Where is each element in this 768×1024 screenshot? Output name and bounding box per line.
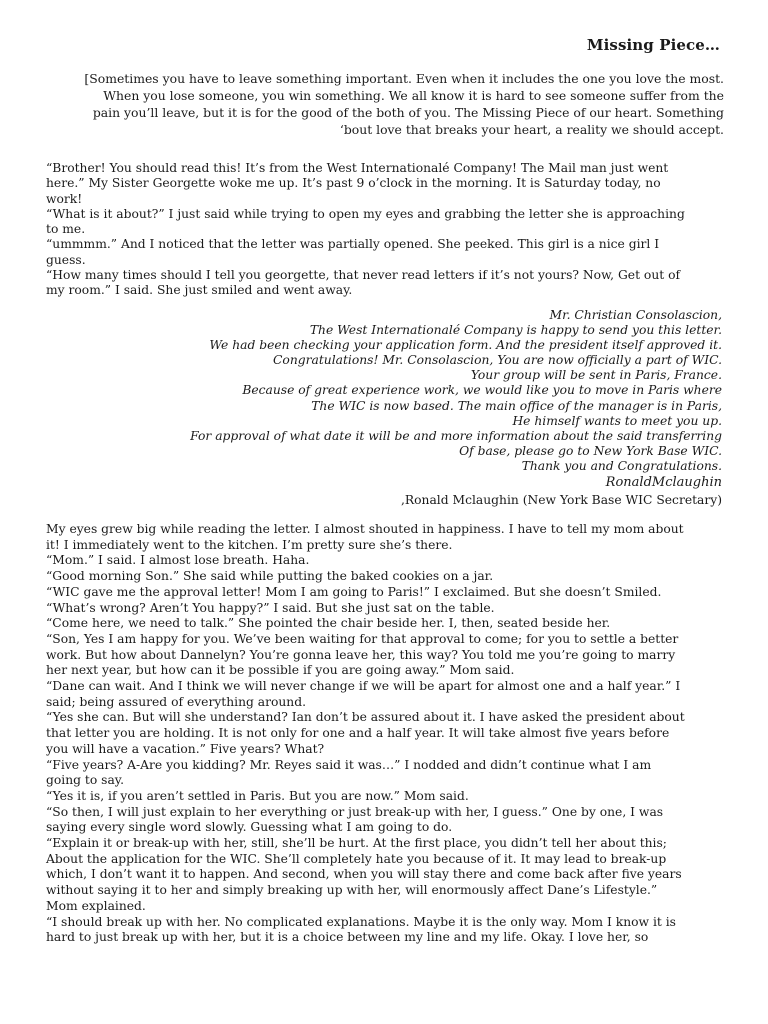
letter-line: Mr. Christian Consolascion,: [549, 308, 722, 322]
story-line: “What is it about?” I just said while trying to open my eyes and grabbing the letter she is approaching: [46, 206, 685, 221]
story-line: my room.” I said. She just smiled and went away.: [46, 283, 353, 298]
story-opening: [46, 161, 726, 299]
narrative-line: “Yes she can. But will she understand? Ian don’t be assured about it. I have asked the president about: [46, 710, 685, 725]
narrative-line: “Dane can wait. And I think we will never change if we will be apart for almost one and a half year.” I: [46, 679, 681, 694]
narrative-line: “Yes it is, if you aren’t settled in Paris. But you are now.” Mom said.: [46, 788, 469, 803]
letter-line: For approval of what date it will be and more information about the said transferring: [190, 428, 722, 443]
letter-line: Thank you and Congratulations.: [521, 458, 722, 473]
intro-line: pain you’ll leave, but it is for the good of the both of you. The Missing Piece of our heart. Something: [92, 105, 724, 120]
narrative-line: “What’s wrong? Aren’t You happy?” I said. But she just sat on the table.: [46, 600, 495, 615]
narrative-line: “WIC gave me the approval letter! Mom I am going to Paris!” I exclaimed. But she doesn’t Smiled.: [46, 584, 662, 599]
story-line: “How many times should I tell you georgette, that never read letters if it’s not yours? Now, Get out of: [46, 268, 681, 283]
narrative-line: without saying it to her and simply breaking up with her, will enormously affect Dane’s Lifestyle.”: [46, 883, 658, 898]
narrative-line: About the application for the WIC. She’ll completely hate you because of it. It may lead to break-up: [46, 851, 667, 866]
letter-line: Your group will be sent in Paris, France.: [470, 368, 722, 383]
narrative-line: said; being assured of everything around.: [46, 694, 307, 709]
narrative-line: it! I immediately went to the kitchen. I’m pretty sure she’s there.: [46, 537, 453, 552]
narrative-line: “Come here, we need to talk.” She pointed the chair beside her. I, then, seated beside her.: [46, 616, 611, 631]
narrative-line: “Mom.” I said. I almost lose breath. Haha.: [46, 553, 310, 568]
narrative-line: hard to just break up with her, but it is a choice between my line and my life. Okay. I love her, so: [46, 930, 649, 945]
narrative-line: “Good morning Son.” She said while putting the baked cookies on a jar.: [46, 569, 494, 584]
letter-line: The West Internationalé Company is happy to send you this letter.: [309, 323, 722, 338]
narrative-line: “I should break up with her. No complicated explanations. Maybe it is the only way. Mom I know it is: [46, 914, 676, 929]
document-title: Missing Piece…: [586, 36, 720, 54]
letter-line: He himself wants to meet you up.: [512, 413, 722, 428]
narrative-line: saying every single word slowly. Guessing what I am going to do.: [46, 820, 453, 835]
narrative-line: that letter you are holding. It is not only for one and a half year. It will take almost five years before: [46, 726, 670, 741]
intro-line: ‘bout love that breaks your heart, a reality we should accept.: [339, 122, 724, 137]
narrative-line: “Son, Yes I am happy for you. We’ve been waiting for that approval to come; for you to settle a better: [46, 631, 679, 646]
intro-line: [Sometimes you have to leave something important. Even when it includes the one you love the most.: [84, 71, 724, 86]
story-line: “Brother! You should read this! It’s from the West Internationalé Company! The Mail man just went: [46, 161, 669, 175]
story-line: guess.: [46, 252, 86, 267]
letter-line: We had been checking your application form. And the president itself approved it.: [209, 338, 722, 353]
letter-block: [46, 308, 722, 509]
story-line: “ummmm.” And I noticed that the letter was partially opened. She peeked. This girl is a nice girl I: [46, 237, 660, 252]
narrative-line: My eyes grew big while reading the letter. I almost shouted in happiness. I have to tell my mom about: [46, 522, 684, 536]
narrative-line: her next year, but how can it be possible if you are going away.” Mom said.: [46, 663, 515, 678]
intro-paragraph: [44, 70, 724, 138]
letter-line: Congratulations! Mr. Consolascion, You are now officially a part of WIC.: [273, 353, 722, 368]
narrative-body: [46, 522, 726, 946]
narrative-line: “Explain it or break-up with her, still, she’ll be hurt. At the first place, you didn’t tell her about this;: [46, 836, 667, 851]
letter-line: Because of great experience work, we would like you to move in Paris where: [242, 383, 722, 398]
letter-line: The WIC is now based. The main office of the manager is in Paris,: [311, 398, 722, 413]
narrative-line: work. But how about Dannelyn? You’re gonna leave her, this way? You told me you’re going to marry: [46, 647, 676, 662]
narrative-line: you will have a vacation.” Five years? What?: [46, 741, 325, 756]
narrative-line: which, I don’t want it to happen. And second, when you will stay there and come back after five years: [46, 867, 682, 882]
narrative-line: going to say.: [46, 773, 125, 788]
intro-line: When you lose someone, you win something. We all know it is hard to see someone suffer from the: [103, 88, 724, 103]
story-line: here.” My Sister Georgette woke me up. It’s past 9 o’clock in the morning. It is Saturday today, no: [46, 176, 661, 191]
narrative-line: Mom explained.: [46, 898, 146, 913]
letter-line: Of base, please go to New York Base WIC.: [459, 443, 722, 458]
story-line: work!: [46, 191, 83, 206]
story-line: to me.: [46, 222, 86, 237]
narrative-line: “So then, I will just explain to her everything or just break-up with her, I guess.” One by one, I was: [46, 804, 664, 819]
narrative-line: “Five years? A-Are you kidding? Mr. Reyes said it was…” I nodded and didn’t continue what I am: [46, 757, 652, 772]
letter-signature-name: RonaldMclaughin: [605, 475, 722, 491]
letter-signature-line: ,Ronald Mclaughin (New York Base WIC Secretary): [400, 493, 722, 508]
